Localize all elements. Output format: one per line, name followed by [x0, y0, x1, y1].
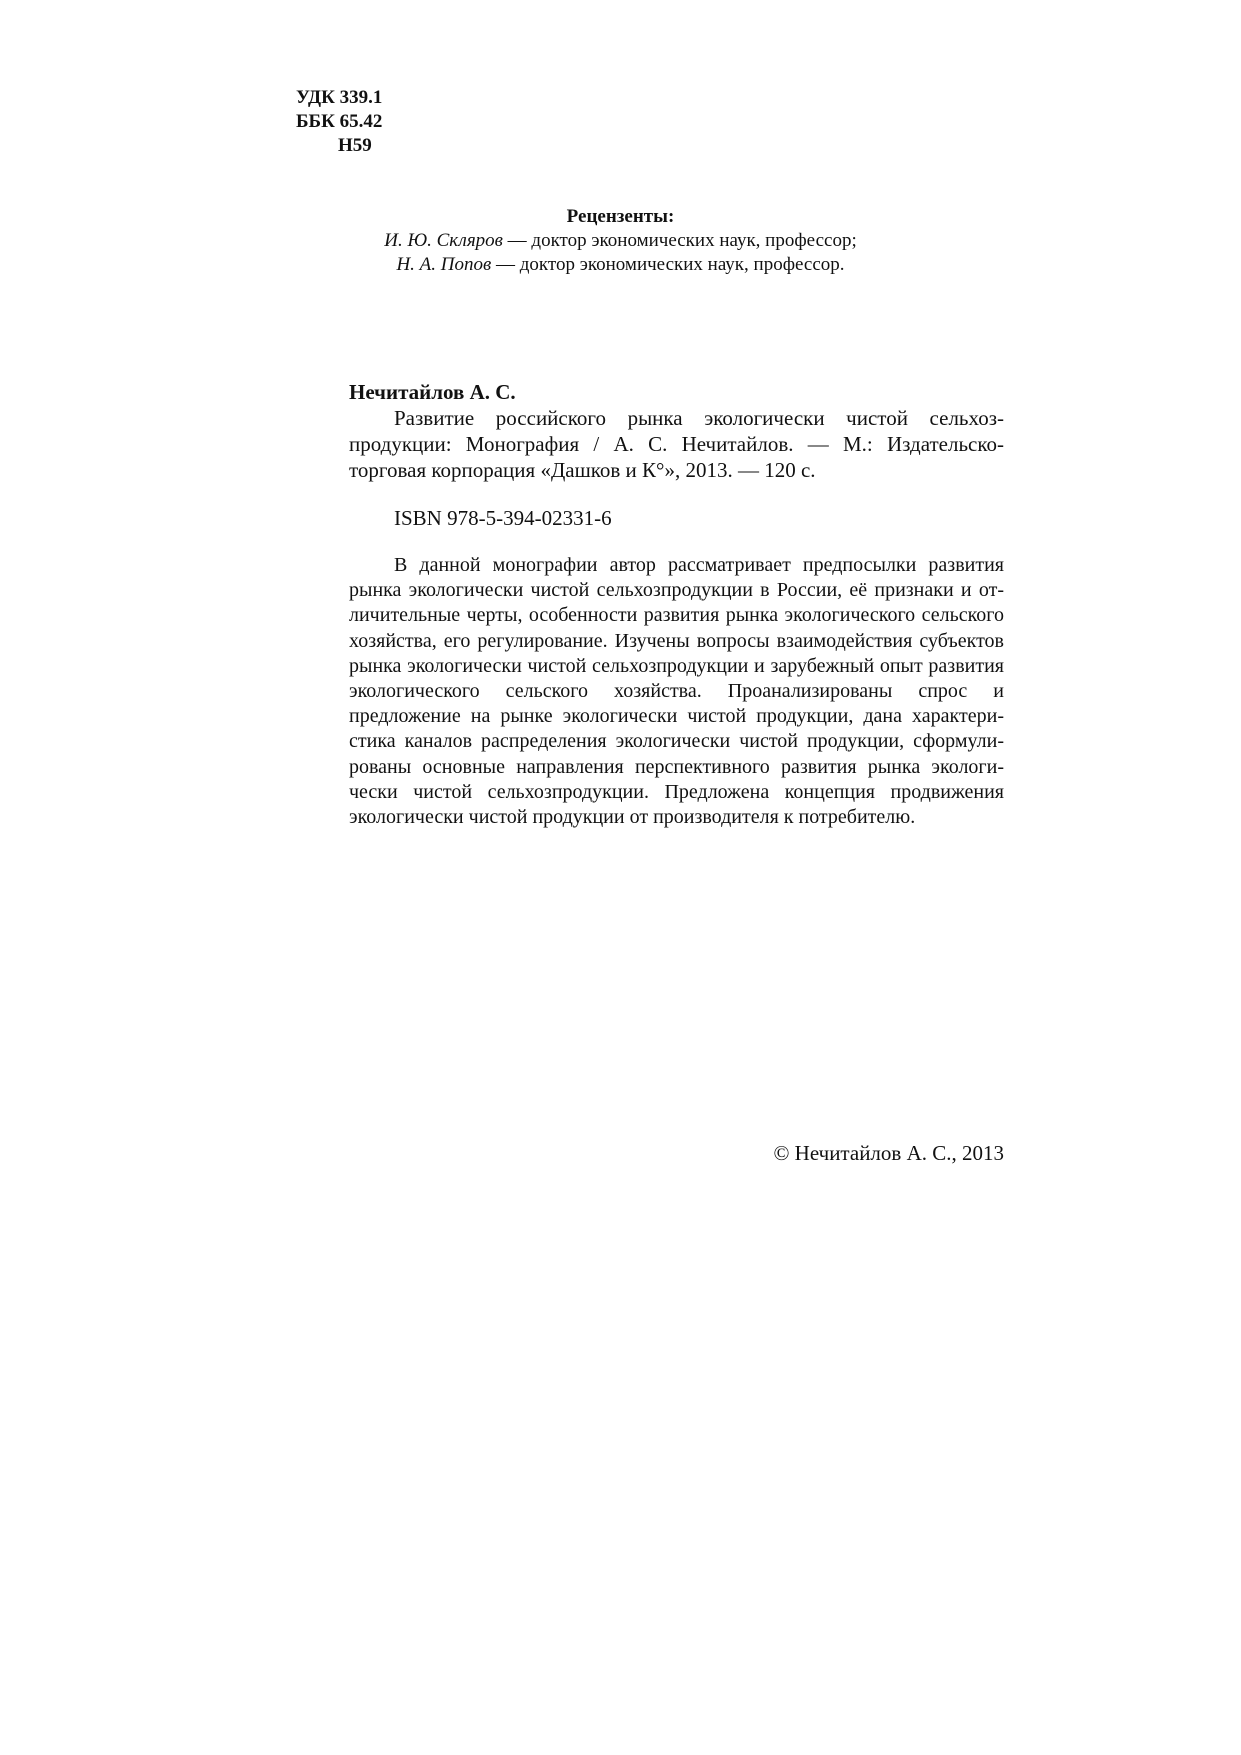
classification-block — [296, 86, 382, 158]
author-heading: Нечитайлов А. С. — [349, 380, 516, 404]
copyright-notice: © Нечитайлов А. С., 2013 — [773, 1141, 1004, 1165]
reviewer-description: — доктор экономических наук, профессор; — [502, 230, 857, 251]
reviewer-name: И. Ю. Скляров — [384, 230, 503, 251]
author-mark: Н59 — [338, 135, 372, 156]
isbn: ISBN 978-5-394-02331-6 — [394, 506, 612, 530]
annotation: В данной монографии автор рассматривает предпосылки развития рынка экологически чистой сельхозпродукции в России, её признаки и отличительные черты, особенности развития рынка экологического сельского хозяйства, его регулирование. Изучены вопросы взаимодействия субъектов рынка экологически чистой сельхозпродукции и зарубежный опыт развития экологического сельского хозяйства. Проанализированы спрос и предложение на рынке экологически чистой продукции, дана характеристика каналов распределения экологически чистой продукции, сформулированы основные направления перспективного развития рынка экологически чистой сельхозпродукции. Предложена концепция продвижения экологически чистой продукции от производителя к потребителю. — [349, 554, 1004, 829]
reviewer-line — [0, 253, 1241, 277]
bbk-code: ББК 65.42 — [296, 111, 383, 132]
bibliographic-block — [349, 379, 1004, 830]
reviewer-line — [0, 229, 1241, 253]
bibliographic-description: Развитие российского рынка экологически чистой сельхозпродукции: Монография / А. С. Нечитайлов. — М.: Издательско-торговая корпорация «Дашков и К°», 2013. — 120 с. — [349, 406, 1004, 482]
reviewer-name: Н. А. Попов — [396, 254, 492, 275]
reviewer-description: — доктор экономических наук, профессор. — [491, 254, 845, 275]
reviewers-title: Рецензенты: — [566, 206, 675, 227]
udk-code: УДК 339.1 — [296, 87, 383, 108]
reviewers-block — [0, 205, 1241, 277]
